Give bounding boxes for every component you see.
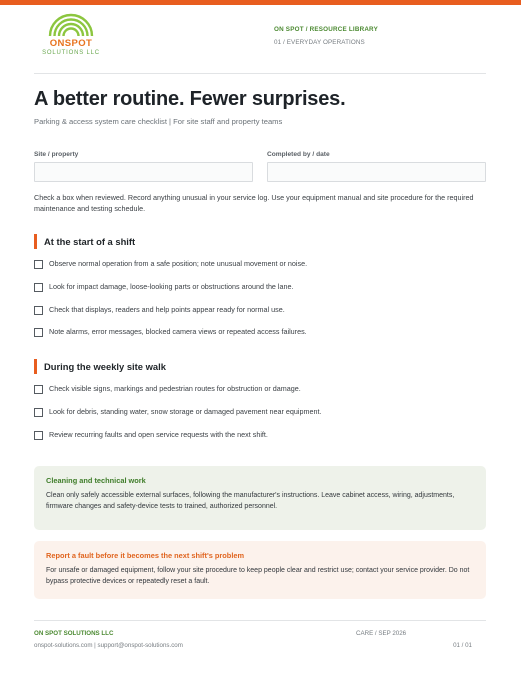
logo-wordmark: ONSPOT	[49, 38, 93, 49]
checklist-item[interactable]	[34, 407, 486, 419]
intro-text: Check a box when reviewed. Record anything unusual in your service log. Use your equipment manual and site procedure for the required maintenance and testing schedule.	[34, 193, 474, 213]
checklist-item[interactable]	[34, 327, 486, 339]
completed-field[interactable]	[267, 162, 486, 182]
checklist-item-label: Check that displays, readers and help points appear ready for normal use.	[49, 305, 285, 314]
checkbox[interactable]	[34, 328, 43, 337]
site-field-label: Site / property	[34, 151, 79, 158]
checkbox[interactable]	[34, 260, 43, 269]
checklist-item-label: Note alarms, error messages, blocked camera views or repeated access failures.	[49, 327, 307, 336]
footer-company: ON SPOT SOLUTIONS LLC	[34, 630, 114, 637]
logo-subtext: SOLUTIONS LLC	[42, 50, 100, 56]
checkbox[interactable]	[34, 408, 43, 417]
footer-contact: onspot-solutions.com | support@onspot-solutions.com	[34, 642, 183, 649]
section-heading-shift-start: At the start of a shift	[34, 234, 135, 249]
fault-panel-body: For unsafe or damaged equipment, follow your site procedure to keep people clear and restrict use; contact your service provider. Do not bypass protective devices or repeatedly reset a fault.	[46, 567, 470, 586]
checkbox[interactable]	[34, 283, 43, 292]
cleaning-notice-panel	[34, 466, 486, 530]
section-heading-weekly-walk: During the weekly site walk	[34, 359, 166, 374]
checklist-item[interactable]	[34, 305, 486, 317]
checklist-item-label: Review recurring faults and open service requests with the next shift.	[49, 430, 268, 439]
header-eyebrow: ON SPOT / RESOURCE LIBRARY	[274, 26, 378, 33]
page-subtitle: Parking & access system care checklist | For site staff and property teams	[34, 117, 283, 126]
checklist-item-label: Observe normal operation from a safe position; note unusual movement or noise.	[49, 259, 308, 268]
checklist-item[interactable]	[34, 430, 486, 442]
checklist-item-label: Look for debris, standing water, snow storage or damaged pavement near equipment.	[49, 407, 322, 416]
document-header	[274, 26, 378, 46]
checklist-item-label: Check visible signs, markings and pedestrian routes for obstruction or damage.	[49, 384, 301, 393]
checklist-item-label: Look for impact damage, loose-looking parts or obstructions around the lane.	[49, 282, 294, 291]
cleaning-panel-body: Clean only safely accessible external surfaces, following the manufacturer's instructions. Leave cabinet access, wiring, adjustments, firmware changes and safety-device tests to trained, authorized personnel.	[46, 492, 455, 511]
header-subline: 01 / EVERYDAY OPERATIONS	[274, 39, 365, 46]
site-field[interactable]	[34, 162, 253, 182]
checklist-item[interactable]	[34, 282, 486, 294]
cleaning-panel-title: Cleaning and technical work	[46, 476, 146, 485]
footer-divider	[34, 620, 486, 621]
page-number: 01 / 01	[453, 642, 472, 649]
page-title: A better routine. Fewer surprises.	[34, 88, 346, 110]
checklist-item[interactable]	[34, 259, 486, 271]
header-divider	[34, 73, 486, 74]
fault-panel-title: Report a fault before it becomes the next shift's problem	[46, 551, 245, 560]
completed-field-label: Completed by / date	[267, 151, 330, 158]
rainbow-arc-icon	[48, 12, 94, 36]
checkbox[interactable]	[34, 431, 43, 440]
checkbox[interactable]	[34, 306, 43, 315]
company-logo	[40, 12, 102, 58]
footer-care-code: CARE / SEP 2026	[356, 630, 407, 637]
top-accent-bar	[0, 0, 521, 5]
checklist-item[interactable]	[34, 384, 486, 396]
fault-report-panel	[34, 541, 486, 599]
checkbox[interactable]	[34, 385, 43, 394]
